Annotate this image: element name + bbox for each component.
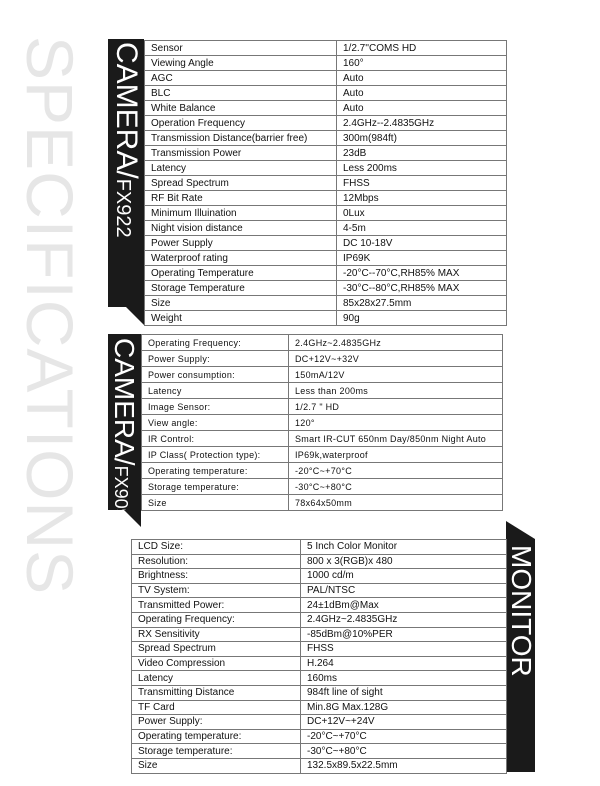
spec-row	[145, 41, 507, 56]
spec-value: 2.4GHz~2.4835GHz	[301, 612, 507, 627]
spec-value: 1000 cd/m	[301, 569, 507, 584]
camera-fx909-spec-table	[141, 334, 503, 511]
spec-row	[142, 335, 503, 351]
monitor-band-label	[507, 545, 535, 677]
spec-value: 1/2.7 " HD	[289, 399, 503, 415]
spec-label: Brightness:	[132, 569, 301, 584]
spec-value: 2.4GHz~2.4835GHz	[289, 335, 503, 351]
spec-row	[142, 447, 503, 463]
spec-row	[145, 236, 507, 251]
spec-label: Power Supply:	[142, 351, 289, 367]
spec-value: -20°C--70°C,RH85% MAX	[337, 266, 507, 281]
spec-row	[145, 101, 507, 116]
spec-value: 160°	[337, 56, 507, 71]
spec-label: White Balance	[145, 101, 337, 116]
camera-fx909-band-main: CAMERA/	[109, 338, 140, 466]
spec-label: Image Sensor:	[142, 399, 289, 415]
spec-value: 150mA/12V	[289, 367, 503, 383]
spec-row	[145, 281, 507, 296]
spec-row	[145, 266, 507, 281]
spec-value: 120°	[289, 415, 503, 431]
spec-label: Operating Frequency:	[142, 335, 289, 351]
spec-row	[132, 612, 507, 627]
spec-value: Auto	[337, 101, 507, 116]
spec-row	[132, 598, 507, 613]
spec-value: 1/2.7''COMS HD	[337, 41, 507, 56]
spec-row	[145, 296, 507, 311]
monitor-spec-table	[131, 539, 507, 774]
spec-row	[145, 86, 507, 101]
spec-label: Video Compression	[132, 656, 301, 671]
spec-value: 160ms	[301, 671, 507, 686]
spec-label: Transmitting Distance	[132, 685, 301, 700]
camera-fx922-band-notch	[126, 307, 144, 325]
spec-row	[132, 671, 507, 686]
spec-row	[132, 569, 507, 584]
spec-value: H.264	[301, 656, 507, 671]
spec-row	[132, 642, 507, 657]
monitor-spec-rows	[132, 540, 507, 774]
spec-value: IP69k,waterproof	[289, 447, 503, 463]
spec-value: 23dB	[337, 146, 507, 161]
spec-value: FHSS	[337, 176, 507, 191]
spec-label: Storage temperature:	[132, 744, 301, 759]
spec-value: PAL/NTSC	[301, 583, 507, 598]
spec-label: Power consumption:	[142, 367, 289, 383]
spec-label: Night vision distance	[145, 221, 337, 236]
spec-value: 78x64x50mm	[289, 495, 503, 511]
camera-fx909-band-model: FX909	[111, 465, 131, 519]
spec-label: Transmission Power	[145, 146, 337, 161]
camera-fx909-band	[108, 334, 141, 519]
spec-label: Storage temperature:	[142, 479, 289, 495]
spec-label: Weight	[145, 311, 337, 326]
spec-label: TF Card	[132, 700, 301, 715]
spec-row	[132, 700, 507, 715]
spec-value: Less 200ms	[337, 161, 507, 176]
spec-value: 300m(984ft)	[337, 131, 507, 146]
spec-value: 4-5m	[337, 221, 507, 236]
spec-label: Latency	[142, 383, 289, 399]
spec-label: Operating Frequency:	[132, 612, 301, 627]
spec-value: DC+12V~+24V	[301, 715, 507, 730]
spec-row	[142, 351, 503, 367]
camera-fx922-spec-table	[144, 40, 507, 326]
spec-row	[132, 744, 507, 759]
spec-value: 12Mbps	[337, 191, 507, 206]
spec-label: Power Supply	[145, 236, 337, 251]
spec-value: 90g	[337, 311, 507, 326]
spec-row	[142, 367, 503, 383]
spec-value: 24±1dBm@Max	[301, 598, 507, 613]
monitor-band	[506, 539, 535, 772]
spec-value: 800 x 3(RGB)x 480	[301, 554, 507, 569]
spec-label: Sensor	[145, 41, 337, 56]
spec-value: DC 10-18V	[337, 236, 507, 251]
camera-fx922-band-main: CAMERA/	[110, 42, 143, 179]
spec-row	[145, 71, 507, 86]
camera-fx909-spec-rows	[142, 335, 503, 511]
spec-label: Spread Spectrum	[145, 176, 337, 191]
spec-row	[142, 383, 503, 399]
spec-row	[142, 463, 503, 479]
spec-label: Size	[132, 758, 301, 773]
spec-value: -20°C~+70°C	[301, 729, 507, 744]
spec-value: -30°C~+80°C	[289, 479, 503, 495]
camera-fx909-band-label	[110, 338, 138, 519]
spec-label: Operating Temperature	[145, 266, 337, 281]
spec-row	[145, 56, 507, 71]
spec-row	[145, 146, 507, 161]
monitor-band-notch	[506, 521, 535, 539]
spec-row	[145, 206, 507, 221]
spec-label: Transmitted Power:	[132, 598, 301, 613]
spec-row	[145, 311, 507, 326]
spec-value: Auto	[337, 86, 507, 101]
camera-fx922-band-label	[111, 42, 141, 238]
spec-row	[142, 431, 503, 447]
spec-row	[145, 161, 507, 176]
spec-row	[132, 627, 507, 642]
spec-row	[145, 131, 507, 146]
camera-fx909-band-notch	[124, 510, 141, 527]
spec-value: Min.8G Max.128G	[301, 700, 507, 715]
spec-label: Resolution:	[132, 554, 301, 569]
spec-label: Operating temperature:	[142, 463, 289, 479]
spec-label: Size	[145, 296, 337, 311]
spec-label: Transmission Distance(barrier free)	[145, 131, 337, 146]
spec-row	[142, 479, 503, 495]
spec-value: 0Lux	[337, 206, 507, 221]
spec-row	[145, 191, 507, 206]
spec-row	[142, 415, 503, 431]
spec-row	[145, 116, 507, 131]
spec-label: Waterproof rating	[145, 251, 337, 266]
spec-row	[142, 495, 503, 511]
spec-value: Less than 200ms	[289, 383, 503, 399]
spec-value: DC+12V~+32V	[289, 351, 503, 367]
monitor-band-text: MONITOR	[506, 545, 537, 677]
spec-row	[145, 221, 507, 236]
spec-row	[132, 729, 507, 744]
spec-label: IR Control:	[142, 431, 289, 447]
camera-fx922-spec-rows	[145, 41, 507, 326]
spec-value: Smart IR-CUT 650nm Day/850nm Night Auto	[289, 431, 503, 447]
spec-row	[142, 399, 503, 415]
spec-row	[132, 656, 507, 671]
spec-value: -30°C~+80°C	[301, 744, 507, 759]
spec-value: 132.5x89.5x22.5mm	[301, 758, 507, 773]
spec-row	[132, 554, 507, 569]
spec-label: RF Bit Rate	[145, 191, 337, 206]
spec-label: IP Class( Protection type):	[142, 447, 289, 463]
spec-label: Power Supply:	[132, 715, 301, 730]
side-title-text: SPECIFICATIONS	[13, 36, 87, 596]
spec-row	[132, 540, 507, 555]
spec-label: TV System:	[132, 583, 301, 598]
spec-value: Auto	[337, 71, 507, 86]
spec-label: Storage Temperature	[145, 281, 337, 296]
spec-row	[145, 176, 507, 191]
spec-value: -20°C~+70°C	[289, 463, 503, 479]
spec-value: FHSS	[301, 642, 507, 657]
spec-value: 5 Inch Color Monitor	[301, 540, 507, 555]
spec-value: 85x28x27.5mm	[337, 296, 507, 311]
spec-label: Spread Spectrum	[132, 642, 301, 657]
spec-label: Operation Frequency	[145, 116, 337, 131]
spec-row	[145, 251, 507, 266]
spec-label: Operating temperature:	[132, 729, 301, 744]
spec-label: Minimum Illuination	[145, 206, 337, 221]
spec-value: 2.4GHz--2.4835GHz	[337, 116, 507, 131]
spec-label: Latency	[145, 161, 337, 176]
spec-row	[132, 715, 507, 730]
spec-label: Size	[142, 495, 289, 511]
spec-row	[132, 583, 507, 598]
spec-value: 984ft line of sight	[301, 685, 507, 700]
spec-value: -30°C--80°C,RH85% MAX	[337, 281, 507, 296]
spec-label: LCD Size:	[132, 540, 301, 555]
spec-label: Viewing Angle	[145, 56, 337, 71]
spec-label: AGC	[145, 71, 337, 86]
spec-row	[132, 758, 507, 773]
spec-label: Latency	[132, 671, 301, 686]
spec-label: View angle:	[142, 415, 289, 431]
spec-value: IP69K	[337, 251, 507, 266]
spec-label: RX Sensitivity	[132, 627, 301, 642]
camera-fx922-band	[108, 39, 144, 307]
spec-row	[132, 685, 507, 700]
camera-fx922-band-model: FX922	[112, 178, 134, 238]
spec-value: -85dBm@10%PER	[301, 627, 507, 642]
spec-label: BLC	[145, 86, 337, 101]
specifications-side-title	[13, 36, 87, 596]
